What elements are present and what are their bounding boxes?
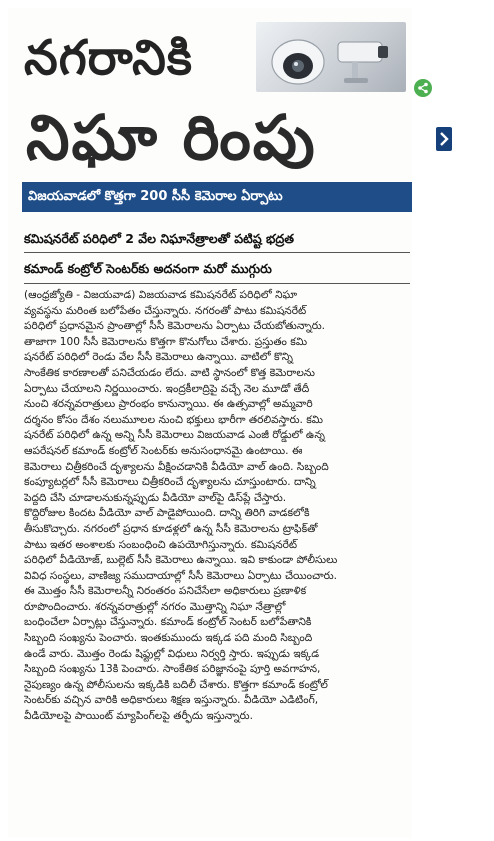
share-icon[interactable] — [414, 79, 432, 97]
body-line: వీడియోలపై పాయింట్ మ్యాపింగ్‌లపై తర్ఫీదు ఇస్తున్నారు. — [24, 710, 253, 723]
divider — [24, 283, 410, 284]
body-line: ఆపరేషనల్ కమాండ్ కంట్రోల్ సెంటర్‌కు అనుసంధానమై ఉంటాయి. ఈ — [24, 444, 303, 457]
body-line: పరిధిలో వీడియోజ్, బుల్లెట్ సీసీ కెమెరాలు ఉన్నాయి. ఇవి కాకుండా పోలీసులు — [24, 554, 338, 567]
subheadline-text: విజయవాడలో కొత్తగా 200 సీసీ కెమెరాల ఏర్పాటు — [28, 189, 283, 204]
chevron-right-icon[interactable] — [436, 127, 452, 151]
body-line: పాటు ఇతర అంశాలకు సంబంధించి ఉపయోగిస్తున్నారు. కమిషనరేట్ — [24, 538, 298, 551]
body-line: వివిధ సంస్థలు, వాణిజ్య సముదాయాల్లో సీసీ కెమెరాలు ఏర్పాటు చేయించారు. — [24, 569, 337, 582]
body-line: ఈ మొత్తం సీసీ కెమెరాలన్నీ నిరంతరం పనిచేసేలా అధికారులు ప్రణాళిక — [24, 585, 307, 598]
body-line: తీసుకొచ్చారు. నగరంలో ప్రధాన కూడళ్లలో ఉన్న సీసీ కెమెరాలను ట్రాఫిక్‌తో — [24, 522, 318, 535]
body-line: పెద్దది చేసి చూడాలనుకున్నప్పుడు వీడియో వాల్‌పై డిస్‌ప్లే చేస్తారు. — [24, 491, 287, 504]
divider — [24, 252, 410, 253]
body-line: (ఆంధ్రజ్యోతి - విజయవాడ) విజయవాడ కమిషనరేట్ పరిధిలో నిఘా — [24, 289, 298, 301]
body-line: వ్యవస్థను మరింత బలోపేతం చేస్తున్నారు. నగరంతో పాటు కమిషనరేట్ — [24, 304, 307, 317]
body-line: సిబ్బంది సంఖ్యను పెంచారు. ఇంతకుముందు ఇక్కడ పది మంది సిబ్బంది — [24, 632, 313, 645]
body-line: దర్శనం కోసం దేశం నలుమూలల నుంచి భక్తులు భారీగా తరలివస్తారు. కమి — [24, 413, 324, 426]
headline-line-2: నిఘా రింపు — [26, 101, 317, 174]
body-line: రూపొందించారు. శరన్నవరాత్రుల్లో నగరం మొత్తాన్ని నిఘా నేత్రాల్లో — [24, 600, 286, 613]
body-line: సిబ్బంది సంఖ్యను 13కి పెంచారు. సాంకేతిక పరిజ్ఞానంపై పూర్తి అవగాహన, — [24, 663, 321, 676]
body-line: కెమెరాలు చిత్రీకరించే దృశ్యాలను వీక్షించడానికి వీడియో వాల్ ఉంది. సిబ్బంది — [24, 460, 329, 473]
headline-line-1: నగరానికి — [24, 30, 193, 86]
deck-line-1: కమిషనరేట్ పరిధిలో 2 వేల నిఘానేత్రాలతో పటిష్ట భద్రత — [24, 231, 294, 246]
body-line: సాంకేతిక కారణాలతో పనిచేయడం లేదు. వాటి స్థానంలో కొత్త కెమెరాలను — [24, 366, 315, 379]
cctv-camera-photo — [256, 22, 406, 92]
body-line: ఉండే వారు. మొత్తం రెండు షిఫ్టుల్లో విధులు నిర్వర్తి స్తారు. ఇప్పుడు ఇక్కడ — [24, 647, 320, 660]
body-line: షనరేట్ పరిధిలో ఉన్న అన్ని సీసీ కెమెరాలు విజయవాడ ఎంజీ రోడ్డులో ఉన్న — [24, 429, 325, 442]
body-line: బంధించేలా ఏర్పాట్లు చేస్తున్నారు. కమాండ్ కంట్రోల్ సెంటర్ బలోపేతానికి — [24, 616, 312, 629]
body-line: తాజాగా 100 సీసీ కెమెరాలను కొత్తగా కొనుగోలు చేశారు. ప్రస్తుతం కమి — [24, 335, 308, 348]
body-line: ఏర్పాటు చేయాలని నిర్ణయించారు. ఇంద్రకీలాద్రిపై వచ్చే నెల మూడో తేదీ — [24, 382, 310, 395]
body-line: షనరేట్ పరిధిలో రెండు వేల సీసీ కెమెరాలు ఉన్నాయి. వాటిలో కొన్ని — [24, 351, 293, 364]
body-line: నుంచి శరన్నవరాత్రులు ప్రారంభం కానున్నాయి. ఈ ఉత్సవాల్లో అమ్మవారి — [24, 398, 313, 411]
body-line: కొద్దిరోజుల కిందట వీడియో వాల్ పాడైపోయింది. దాన్ని తిరిగి వాడకలోకి — [24, 507, 310, 520]
body-line: సెంటర్‌కు వచ్చిన వారికి అధికారులు శిక్షణ ఇస్తున్నారు. వీడియో ఎడిటింగ్, — [24, 694, 319, 707]
body-line: నైపుణ్యం ఉన్న పోలీసులను ఇక్కడికి బదిలీ చేశారు. కొత్తగా కమాండ్ కంట్రోల్ — [24, 678, 328, 691]
subheadline-banner — [22, 182, 412, 212]
body-line: పరిధిలో ప్రధానమైన ప్రాంతాల్లో సీసీ కెమెరాలను ఏర్పాటు చేయబోతున్నారు. — [24, 320, 326, 333]
article-body — [24, 288, 410, 725]
deck-line-2: కమాండ్ కంట్రోల్ సెంటర్‌కు అదనంగా మరో ముగ్గురు — [24, 261, 272, 276]
body-line: కంప్యూటర్లలో సీసీ కెమెరాలు చిత్రీకరించే దృశ్యాలను చూస్తుంటారు. దాన్ని — [24, 476, 316, 489]
